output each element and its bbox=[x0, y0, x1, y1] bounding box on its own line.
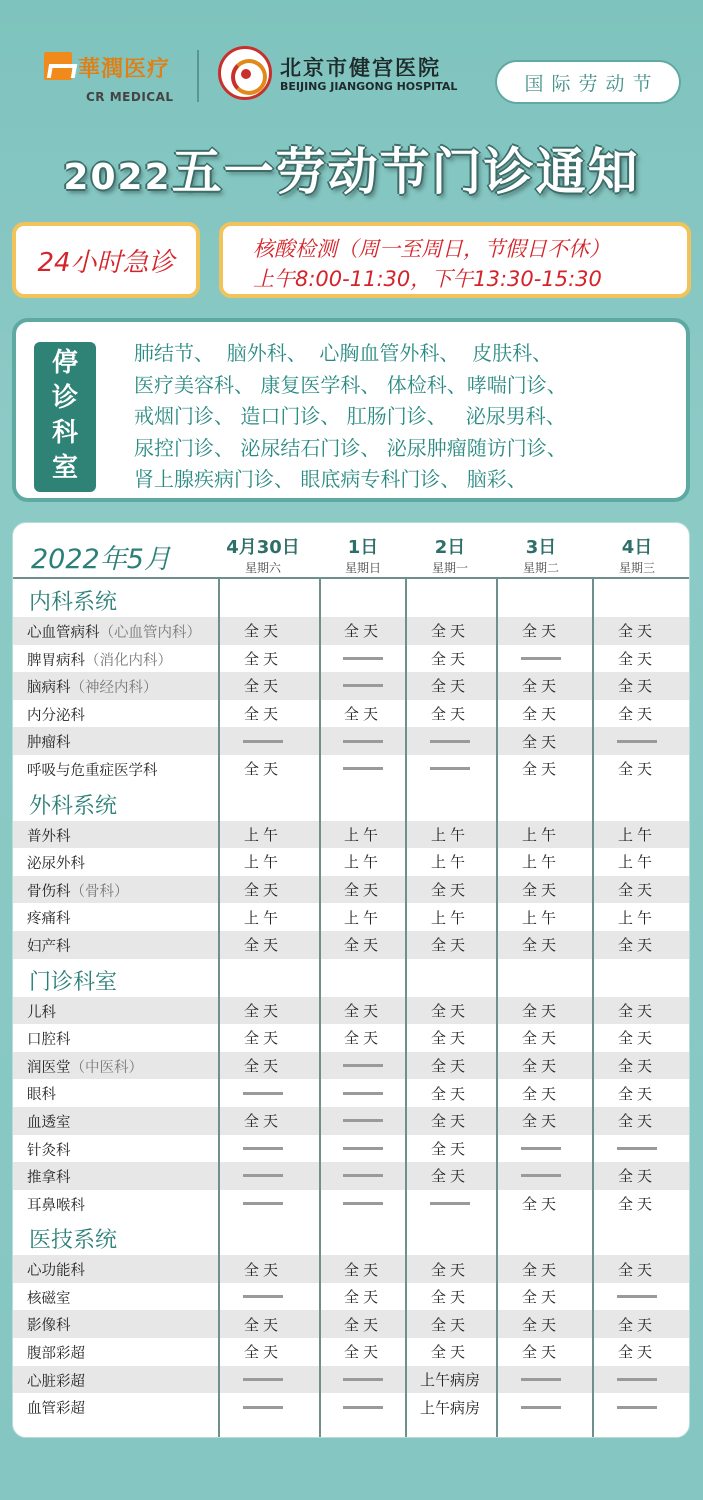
schedule-cell: 全天 bbox=[343, 936, 382, 955]
department-name bbox=[27, 731, 71, 752]
closed-dash bbox=[593, 727, 681, 755]
department-label: 推拿科 bbox=[27, 1170, 71, 1187]
schedule-cell: 全天 bbox=[243, 1315, 282, 1334]
cr-logo-en: CR MEDICAL bbox=[86, 90, 174, 104]
department-name bbox=[27, 621, 201, 642]
schedule-cell: 全天 bbox=[343, 1001, 382, 1020]
department-label: 影像科 bbox=[27, 1318, 71, 1335]
schedule-cell: 全天 bbox=[243, 1260, 282, 1279]
schedule-cell: 全天 bbox=[243, 1057, 282, 1076]
nucleic-line-2: 上午8:00-11:30，下午13:30-15:30 bbox=[253, 267, 602, 291]
closed-dash bbox=[319, 727, 407, 755]
schedule-cell: 全天 bbox=[521, 1001, 560, 1020]
schedule-cell: 全天 bbox=[430, 1343, 469, 1362]
schedule-cell: 全天 bbox=[617, 705, 656, 724]
schedule-cell: 全天 bbox=[521, 881, 560, 900]
schedule-cell: 全天 bbox=[617, 649, 656, 668]
column-date: 2日 bbox=[434, 537, 466, 558]
schedule-cell: 全天 bbox=[430, 1139, 469, 1158]
closed-dash bbox=[319, 672, 407, 700]
department-label: 眼科 bbox=[27, 1087, 56, 1104]
department-sublabel: （中医科） bbox=[70, 1059, 143, 1076]
department-label: 心脏彩超 bbox=[27, 1373, 85, 1390]
schedule-cell: 全天 bbox=[521, 1343, 560, 1362]
schedule-cell: 全天 bbox=[521, 1315, 560, 1334]
department-name bbox=[27, 1342, 85, 1363]
table-row bbox=[13, 1107, 690, 1135]
department-sublabel: （消化内科） bbox=[85, 652, 172, 669]
department-label: 润医堂 bbox=[27, 1059, 71, 1076]
schedule-cell: 全天 bbox=[243, 1029, 282, 1048]
column-weekday: 星期日 bbox=[344, 561, 381, 575]
nucleic-test-notice bbox=[219, 222, 691, 298]
schedule-cell: 全天 bbox=[430, 1057, 469, 1076]
schedule-cell: 全天 bbox=[343, 1315, 382, 1334]
schedule-cell: 全天 bbox=[617, 1260, 656, 1279]
schedule-cell: 全天 bbox=[617, 1167, 656, 1186]
table-row bbox=[13, 1283, 690, 1311]
schedule-cell: 上午 bbox=[243, 825, 282, 844]
hospital-name-cn: 北京市健宫医院 bbox=[280, 55, 441, 80]
department-label: 妇产科 bbox=[27, 938, 71, 955]
schedule-cell: 全天 bbox=[521, 705, 560, 724]
department-sublabel: （心血管内科） bbox=[99, 625, 201, 641]
schedule-cell: 上午病房 bbox=[419, 1398, 480, 1417]
schedule-cell: 上午 bbox=[617, 853, 656, 872]
schedule-cell: 全天 bbox=[430, 936, 469, 955]
schedule-cell: 全天 bbox=[430, 622, 469, 641]
section-title: 医技系统 bbox=[29, 1228, 118, 1254]
department-name bbox=[27, 1001, 56, 1022]
schedule-cell: 全天 bbox=[521, 1194, 560, 1213]
schedule-cell: 全天 bbox=[521, 1260, 560, 1279]
schedule-cell: 上午 bbox=[430, 908, 469, 927]
column-weekday: 星期一 bbox=[431, 561, 468, 575]
schedule-cell: 全天 bbox=[343, 1260, 382, 1279]
schedule-cell: 全天 bbox=[243, 705, 282, 724]
table-row bbox=[13, 617, 690, 645]
table-row bbox=[13, 1393, 690, 1421]
department-name bbox=[27, 1028, 71, 1049]
cr-logo-cn: 華潤医疗 bbox=[78, 56, 171, 82]
schedule-cell: 全天 bbox=[243, 936, 282, 955]
closed-dash bbox=[319, 1107, 407, 1135]
column-header bbox=[496, 533, 586, 576]
schedule-cell: 全天 bbox=[243, 1112, 282, 1131]
schedule-cell: 全天 bbox=[617, 1315, 656, 1334]
table-row bbox=[13, 1366, 690, 1394]
column-divider bbox=[496, 579, 498, 1437]
closed-dash bbox=[219, 1283, 307, 1311]
department-name bbox=[27, 759, 158, 780]
department-name bbox=[27, 1111, 71, 1132]
table-row bbox=[13, 821, 690, 849]
schedule-cell: 上午 bbox=[521, 825, 560, 844]
schedule-cell: 全天 bbox=[617, 622, 656, 641]
schedule-cell: 全天 bbox=[243, 760, 282, 779]
closed-dash bbox=[219, 727, 307, 755]
department-label: 血透室 bbox=[27, 1114, 71, 1131]
schedule-cell: 全天 bbox=[430, 1315, 469, 1334]
department-name bbox=[27, 852, 85, 873]
closed-dash bbox=[497, 1162, 585, 1190]
column-header bbox=[405, 533, 495, 576]
table-row bbox=[13, 931, 690, 959]
schedule-cell: 全天 bbox=[430, 1029, 469, 1048]
schedule-cell: 上午 bbox=[343, 908, 382, 927]
schedule-cell: 全天 bbox=[243, 622, 282, 641]
column-header bbox=[318, 533, 408, 576]
column-date: 4月30日 bbox=[226, 537, 300, 558]
table-row bbox=[13, 1135, 690, 1163]
schedule-cell: 全天 bbox=[521, 677, 560, 696]
department-name bbox=[27, 1194, 85, 1215]
department-name bbox=[27, 649, 172, 670]
table-row bbox=[13, 700, 690, 728]
department-name bbox=[27, 1056, 143, 1077]
schedule-cell: 全天 bbox=[617, 936, 656, 955]
section-title: 门诊科室 bbox=[29, 969, 118, 995]
table-row bbox=[13, 645, 690, 673]
schedule-cell: 全天 bbox=[521, 732, 560, 751]
closed-dash bbox=[593, 1393, 681, 1421]
closed-dash bbox=[219, 1135, 307, 1163]
schedule-cell: 上午 bbox=[243, 853, 282, 872]
schedule-cell: 上午 bbox=[521, 908, 560, 927]
department-label: 疼痛科 bbox=[27, 911, 71, 928]
table-row bbox=[13, 1162, 690, 1190]
schedule-cell: 上午 bbox=[343, 825, 382, 844]
closed-dash bbox=[219, 1190, 307, 1218]
column-header bbox=[592, 533, 682, 576]
schedule-cell: 全天 bbox=[521, 760, 560, 779]
department-sublabel: （神经内科） bbox=[70, 680, 158, 697]
schedule-cell: 全天 bbox=[430, 1112, 469, 1131]
schedule-cell: 全天 bbox=[617, 1057, 656, 1076]
section-title: 外科系统 bbox=[29, 793, 118, 819]
emergency-notice: 24小时急诊 bbox=[12, 222, 200, 298]
schedule-cell: 全天 bbox=[617, 677, 656, 696]
schedule-cell: 全天 bbox=[343, 705, 382, 724]
closed-dash bbox=[497, 645, 585, 673]
schedule-table bbox=[12, 522, 690, 1438]
department-name bbox=[27, 1139, 71, 1160]
schedule-cell: 全天 bbox=[343, 881, 382, 900]
holiday-tag: 国际劳动节 bbox=[495, 60, 681, 104]
table-row bbox=[13, 1052, 690, 1080]
department-label: 耳鼻喉科 bbox=[27, 1197, 85, 1214]
month-label: 2022年5月 bbox=[31, 544, 171, 575]
schedule-cell: 全天 bbox=[617, 760, 656, 779]
section-header bbox=[13, 1217, 690, 1255]
department-label: 口腔科 bbox=[27, 1032, 71, 1049]
table-row bbox=[13, 672, 690, 700]
column-weekday: 星期二 bbox=[522, 561, 559, 575]
table-row bbox=[13, 1310, 690, 1338]
closed-dash bbox=[497, 1135, 585, 1163]
table-row bbox=[13, 1338, 690, 1366]
closed-dash bbox=[593, 1366, 681, 1394]
table-header bbox=[13, 523, 690, 579]
logo-divider bbox=[197, 50, 199, 102]
schedule-cell: 上午病房 bbox=[419, 1370, 480, 1389]
closed-dash bbox=[219, 1079, 307, 1107]
closed-dash bbox=[319, 1162, 407, 1190]
closed-dash bbox=[319, 1135, 407, 1163]
suspended-departments-box bbox=[12, 318, 690, 502]
department-label: 呼吸与危重症医学科 bbox=[27, 762, 158, 779]
schedule-cell: 全天 bbox=[521, 622, 560, 641]
closed-dash bbox=[319, 1079, 407, 1107]
schedule-cell: 全天 bbox=[343, 622, 382, 641]
department-name bbox=[27, 1370, 85, 1391]
title-year: 2022 bbox=[63, 157, 172, 198]
column-date: 1日 bbox=[347, 537, 379, 558]
closed-dash bbox=[406, 755, 494, 783]
schedule-cell: 全天 bbox=[430, 677, 469, 696]
schedule-cell: 全天 bbox=[430, 1288, 469, 1307]
department-label: 泌尿外科 bbox=[27, 856, 85, 873]
title-text: 五一劳动节门诊通知 bbox=[171, 143, 640, 201]
schedule-cell: 全天 bbox=[521, 1112, 560, 1131]
schedule-cell: 全天 bbox=[521, 1084, 560, 1103]
table-row bbox=[13, 848, 690, 876]
column-divider bbox=[218, 579, 220, 1437]
schedule-cell: 全天 bbox=[243, 649, 282, 668]
schedule-cell: 全天 bbox=[430, 1001, 469, 1020]
suspended-list: 肺结节、 脑外科、 心胸血管外科、 皮肤科、 医疗美容科、 康复医学科、 体检科、哮喘门诊、 戒烟门诊、 造口门诊、 肛肠门诊、 泌尿男科、 尿控门诊、 泌尿结石门诊、 泌尿肿瘤随访门诊、 肾上腺疾病门诊、 眼底病专科门诊、 脑彩、 bbox=[134, 341, 567, 491]
department-label: 核磁室 bbox=[27, 1290, 71, 1307]
department-sublabel: （骨科） bbox=[70, 883, 129, 900]
schedule-cell: 全天 bbox=[430, 1260, 469, 1279]
department-label: 儿科 bbox=[27, 1004, 56, 1021]
department-name bbox=[27, 825, 71, 846]
schedule-cell: 全天 bbox=[243, 1001, 282, 1020]
column-divider bbox=[405, 579, 407, 1437]
page-title bbox=[0, 132, 703, 204]
schedule-cell: 全天 bbox=[343, 1288, 382, 1307]
table-row bbox=[13, 1024, 690, 1052]
department-label: 肿瘤科 bbox=[27, 735, 71, 752]
closed-dash bbox=[319, 1052, 407, 1080]
department-name bbox=[27, 1083, 56, 1104]
closed-dash bbox=[497, 1393, 585, 1421]
closed-dash bbox=[219, 1162, 307, 1190]
department-name bbox=[27, 880, 129, 901]
column-date: 3日 bbox=[525, 537, 557, 558]
section-header bbox=[13, 579, 690, 617]
schedule-cell: 全天 bbox=[617, 1029, 656, 1048]
schedule-rows bbox=[13, 579, 690, 1421]
schedule-cell: 全天 bbox=[430, 881, 469, 900]
department-name bbox=[27, 676, 158, 697]
cr-logo-icon bbox=[44, 52, 72, 80]
schedule-cell: 全天 bbox=[617, 1001, 656, 1020]
section-title: 内科系统 bbox=[29, 590, 118, 615]
suspended-label: 停 诊 科 室 bbox=[34, 342, 96, 492]
table-row bbox=[13, 1255, 690, 1283]
schedule-cell: 全天 bbox=[617, 1112, 656, 1131]
schedule-cell: 上午 bbox=[243, 908, 282, 927]
schedule-cell: 全天 bbox=[430, 1084, 469, 1103]
department-name bbox=[27, 1397, 85, 1418]
department-label: 脑病科 bbox=[27, 680, 71, 697]
department-label: 普外科 bbox=[27, 828, 71, 845]
column-divider bbox=[319, 579, 321, 1437]
closed-dash bbox=[593, 1283, 681, 1311]
schedule-cell: 全天 bbox=[521, 1288, 560, 1307]
section-header bbox=[13, 783, 690, 821]
section-header bbox=[13, 959, 690, 997]
nucleic-line-1: 核酸检测（周一至周日，节假日不休） bbox=[253, 237, 610, 261]
schedule-cell: 全天 bbox=[521, 1057, 560, 1076]
closed-dash bbox=[406, 1190, 494, 1218]
table-row bbox=[13, 1079, 690, 1107]
hospital-name-en: BEIJING JIANGONG HOSPITAL bbox=[280, 80, 458, 93]
column-weekday: 星期三 bbox=[618, 561, 655, 575]
table-row bbox=[13, 997, 690, 1025]
schedule-cell: 上午 bbox=[343, 853, 382, 872]
department-label: 心血管病科 bbox=[27, 625, 100, 641]
department-name bbox=[27, 935, 71, 956]
schedule-cell: 全天 bbox=[243, 677, 282, 696]
table-row bbox=[13, 876, 690, 904]
schedule-cell: 全天 bbox=[343, 1029, 382, 1048]
closed-dash bbox=[319, 1366, 407, 1394]
closed-dash bbox=[406, 727, 494, 755]
header bbox=[0, 0, 703, 120]
schedule-cell: 全天 bbox=[617, 1084, 656, 1103]
department-label: 血管彩超 bbox=[27, 1401, 85, 1418]
department-label: 针灸科 bbox=[27, 1142, 71, 1159]
closed-dash bbox=[219, 1393, 307, 1421]
schedule-cell: 全天 bbox=[617, 1343, 656, 1362]
schedule-cell: 全天 bbox=[430, 1167, 469, 1186]
closed-dash bbox=[497, 1366, 585, 1394]
closed-dash bbox=[319, 755, 407, 783]
table-row bbox=[13, 1190, 690, 1218]
department-name bbox=[27, 1259, 85, 1280]
table-row bbox=[13, 755, 690, 783]
department-label: 心功能科 bbox=[27, 1263, 85, 1280]
schedule-cell: 全天 bbox=[430, 649, 469, 668]
table-row bbox=[13, 727, 690, 755]
schedule-cell: 全天 bbox=[521, 1029, 560, 1048]
department-name bbox=[27, 1287, 71, 1308]
column-divider bbox=[592, 579, 594, 1437]
closed-dash bbox=[593, 1135, 681, 1163]
schedule-cell: 上午 bbox=[521, 853, 560, 872]
table-row bbox=[13, 903, 690, 931]
closed-dash bbox=[319, 1393, 407, 1421]
schedule-cell: 上午 bbox=[430, 853, 469, 872]
department-label: 骨伤科 bbox=[27, 883, 71, 900]
department-name bbox=[27, 1314, 71, 1335]
schedule-cell: 全天 bbox=[343, 1343, 382, 1362]
department-name bbox=[27, 907, 71, 928]
schedule-cell: 全天 bbox=[617, 881, 656, 900]
schedule-cell: 全天 bbox=[243, 881, 282, 900]
department-label: 腹部彩超 bbox=[27, 1346, 85, 1363]
column-date: 4日 bbox=[621, 537, 653, 558]
department-label: 脾胃病科 bbox=[27, 652, 85, 669]
closed-dash bbox=[319, 645, 407, 673]
department-label: 内分泌科 bbox=[27, 707, 85, 724]
department-name bbox=[27, 1166, 71, 1187]
column-header bbox=[218, 533, 308, 576]
schedule-cell: 全天 bbox=[521, 936, 560, 955]
column-weekday: 星期六 bbox=[244, 561, 281, 575]
schedule-cell: 全天 bbox=[430, 705, 469, 724]
schedule-cell: 上午 bbox=[617, 908, 656, 927]
hospital-seal-icon bbox=[218, 46, 272, 100]
department-name bbox=[27, 704, 85, 725]
schedule-cell: 全天 bbox=[243, 1343, 282, 1362]
schedule-cell: 上午 bbox=[430, 825, 469, 844]
schedule-cell: 上午 bbox=[617, 825, 656, 844]
closed-dash bbox=[219, 1366, 307, 1394]
closed-dash bbox=[319, 1190, 407, 1218]
schedule-cell: 全天 bbox=[617, 1194, 656, 1213]
